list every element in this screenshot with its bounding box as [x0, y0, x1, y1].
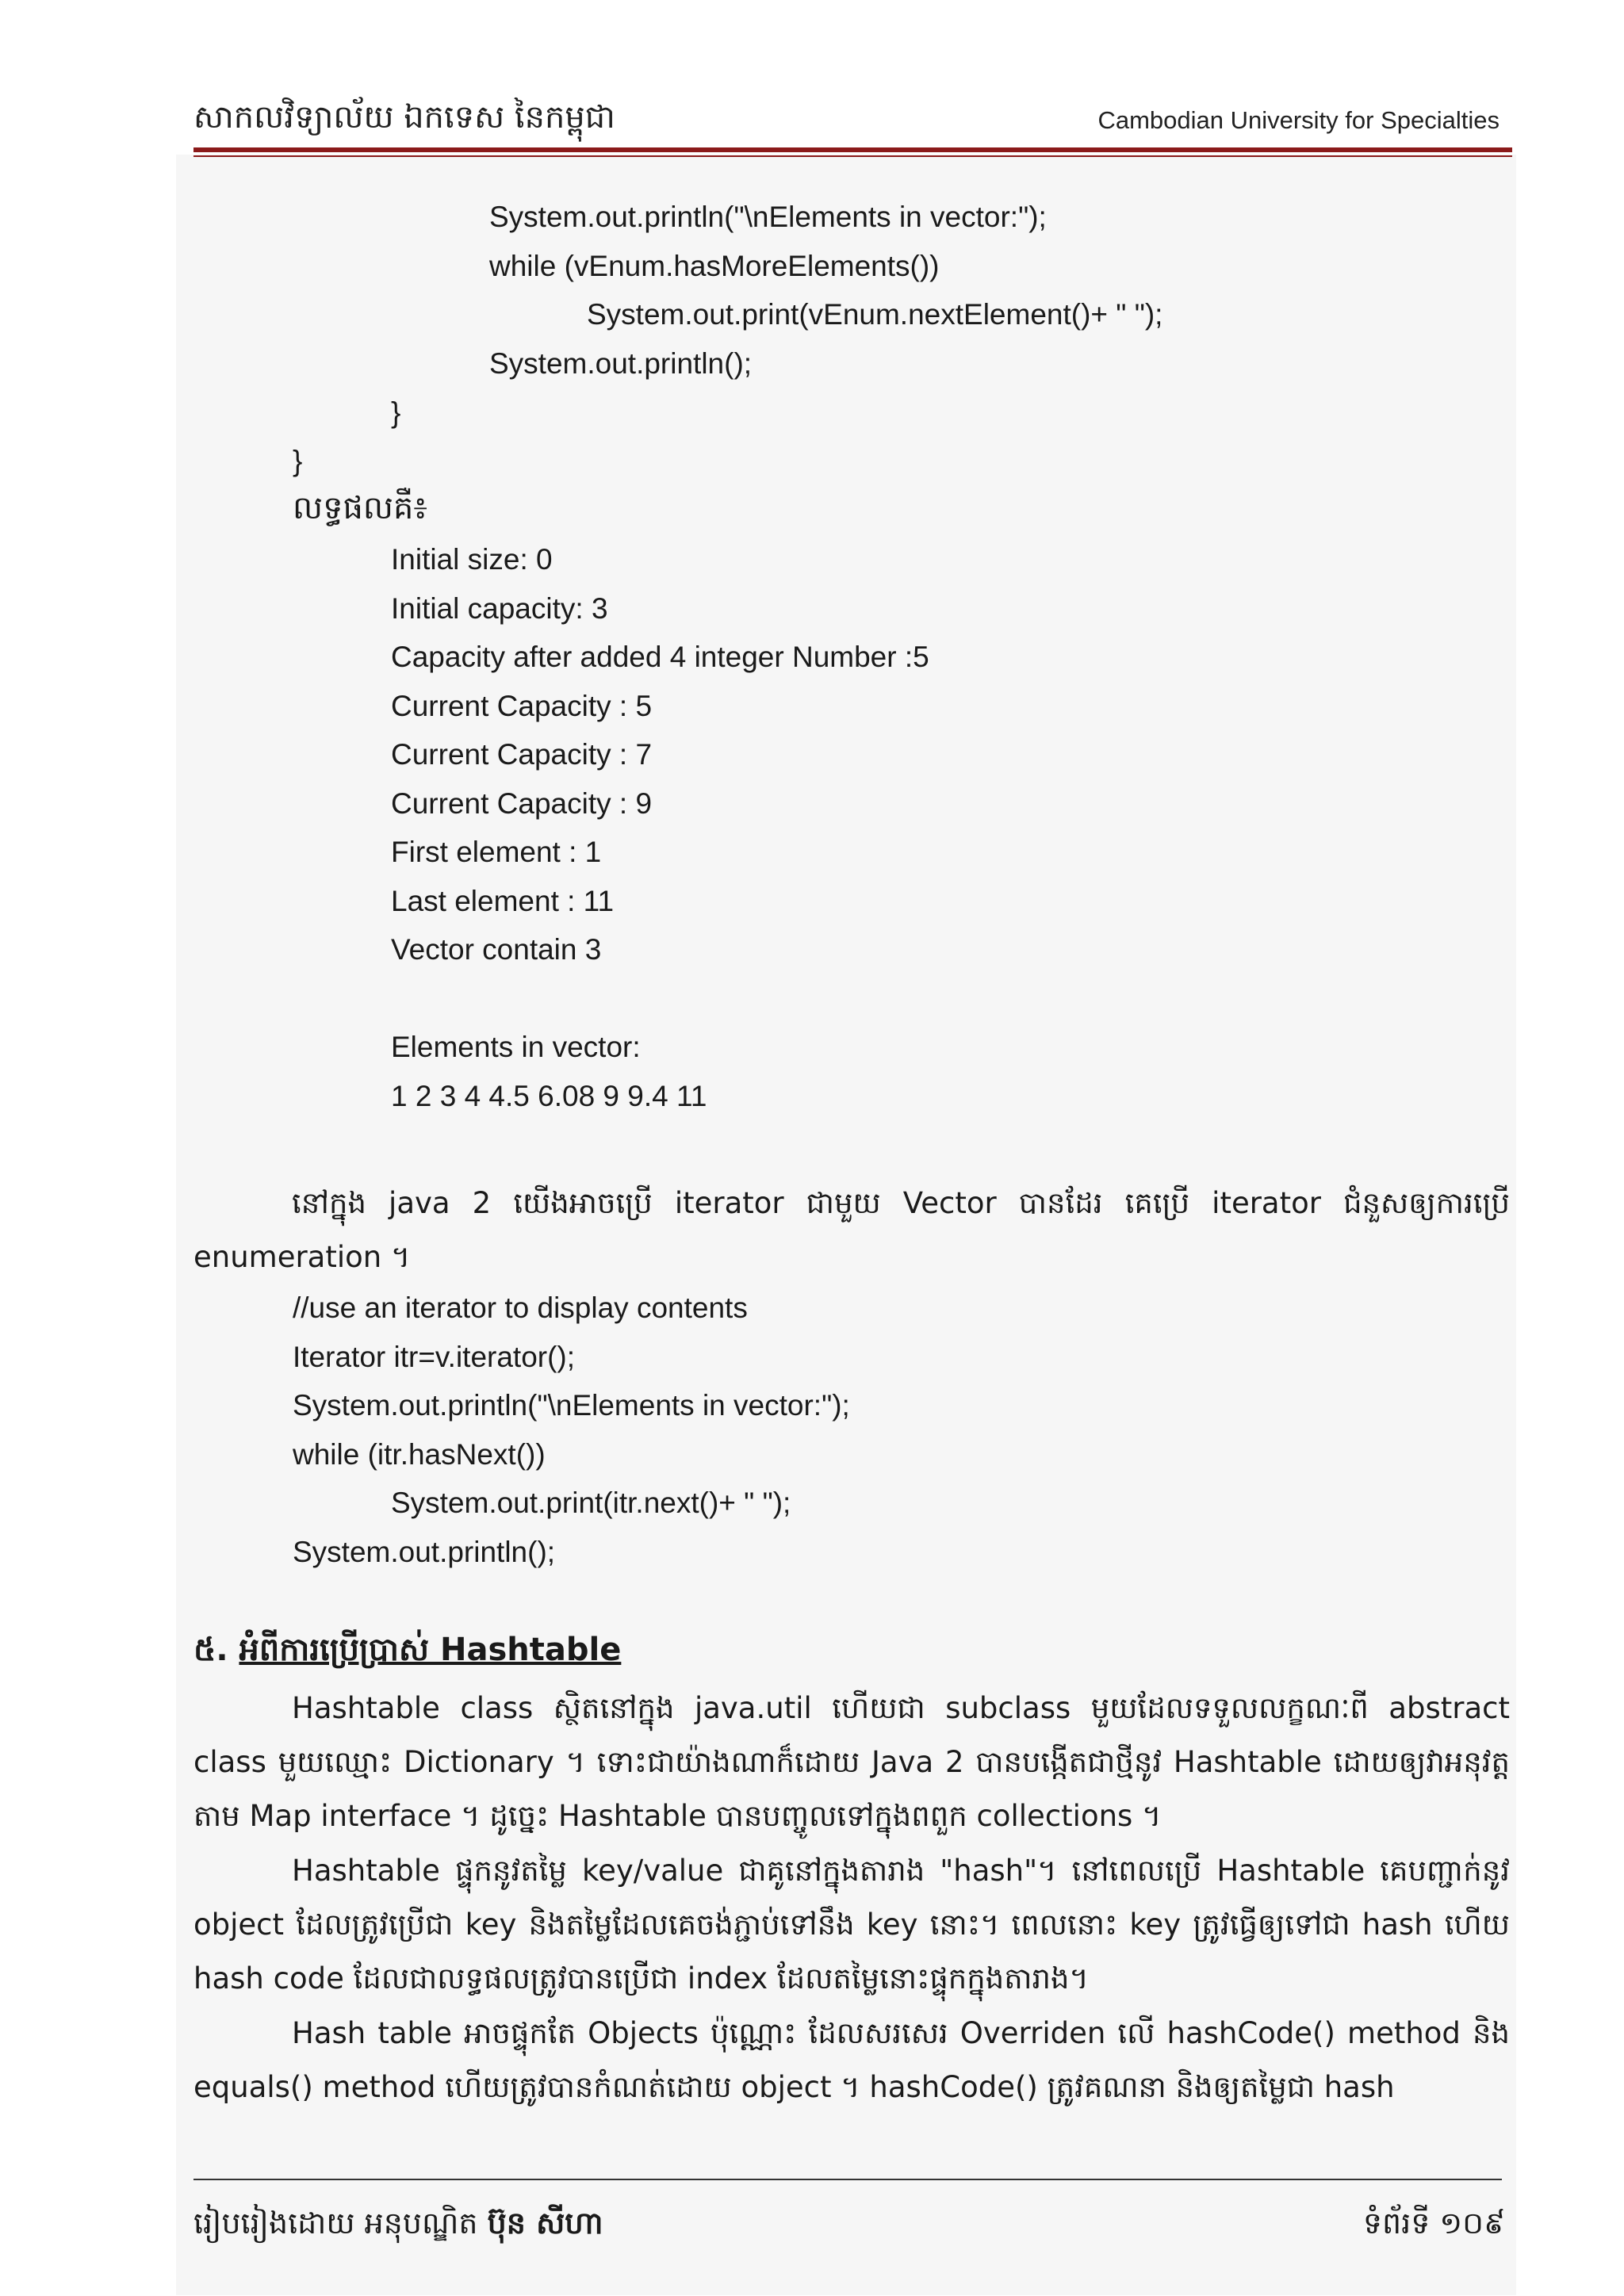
result-label: លទ្ធផលគឺ៖: [293, 490, 427, 526]
code-line: System.out.println();: [489, 347, 753, 380]
footer-author: [193, 2204, 603, 2248]
section-heading: [193, 1629, 621, 1676]
code-line: while (vEnum.hasMoreElements()): [489, 250, 940, 282]
code-line: //use an iterator to display contents: [293, 1292, 748, 1324]
footer-rule: [193, 2179, 1502, 2180]
output-line: First element : 1: [391, 836, 602, 868]
code-line: }: [293, 445, 303, 477]
footer-prefix: រៀបរៀងដោយ អនុបណ្ឌិត: [193, 2206, 478, 2241]
paragraph-iterator: [193, 1177, 1510, 1284]
output-line: Initial size: 0: [391, 543, 553, 576]
code-line: System.out.println("\nElements in vector:");: [293, 1389, 850, 1422]
code-line: }: [391, 396, 401, 429]
paragraph-iterator-text: នៅក្នុង java 2 យើងអាចប្រើ iterator ជាមួយ Vector បានដែរ គេប្រើ iterator ជំនួសឲ្យការប្រើ enumeration ។: [193, 1186, 1510, 1274]
paragraph: [193, 2007, 1510, 2114]
code-line: System.out.println();: [293, 1536, 556, 1568]
code-line: while (itr.hasNext()): [293, 1438, 546, 1471]
output-line: Current Capacity : 7: [391, 738, 653, 771]
page-number: ទំព័រទី ១០៩: [1362, 2206, 1505, 2241]
paragraph: [193, 1682, 1510, 1843]
code-line: System.out.print(vEnum.nextElement()+ " ");: [587, 298, 1163, 331]
paragraph-text: Hash table អាចផ្ទុកតែ Objects ប៉ុណ្ណោះ ដែលសរសេរ Overriden លើ hashCode() method និង equals() method ហើយត្រូវបានកំណត់ដោយ object ។ hashCode() ត្រូវគណនា និងឲ្យតម្លៃជា hash: [193, 2016, 1510, 2104]
code-line: Iterator itr=v.iterator();: [293, 1341, 576, 1373]
header-university-khmer: សាកលវិទ្យាល័យ ឯកទេស នៃកម្ពុជា: [193, 99, 615, 136]
paragraph-text: Hashtable ផ្ទុកនូវតម្លៃ key/value ជាគូនៅក្នុងតារាង "hash"។ នៅពេលប្រើ Hashtable គេបញ្ជាក់នូវ object ដែលត្រូវប្រើជា key និងតម្លៃដែលគេចង់ភ្ជាប់ទៅនឹង key នោះ។ ពេលនោះ key ត្រូវធ្វើឲ្យទៅជា hash ហើយ hash code ដែលជាលទ្ធផលត្រូវបានប្រើជា index ដែលតម្លៃនោះផ្ទុកក្នុងតារាង។: [193, 1854, 1511, 1996]
code-line: System.out.println("\nElements in vector:");: [489, 201, 1047, 233]
output-line: Current Capacity : 5: [391, 690, 653, 722]
output-line: Vector contain 3: [391, 933, 602, 966]
code-line: System.out.print(itr.next()+ " ");: [391, 1487, 791, 1519]
output-line: Last element : 11: [391, 885, 615, 917]
paragraph: [193, 1844, 1510, 2006]
header-university-english: Cambodian University for Specialties: [1097, 106, 1500, 134]
paragraph-text: Hashtable class ស្ថិតនៅក្នុង java.util ហើយជា subclass មួយដែលទទួលលក្ខណៈពី abstract class មួយឈ្មោះ Dictionary ។ ទោះជាយ៉ាងណាក៏ដោយ Java 2 បានបង្កើតជាថ្មីនូវ Hashtable ដោយឲ្យវាអនុវត្តតាម Map interface ។ ដូច្នេះ Hashtable បានបញ្ចូលទៅក្នុងពពួក collections ។: [193, 1691, 1510, 1833]
output-line: Capacity after added 4 integer Number :5: [391, 641, 929, 673]
header-rule-thin: [193, 155, 1512, 157]
section-number: ៥.: [193, 1632, 228, 1668]
section-title: អំពីការប្រើប្រាស់ Hashtable: [239, 1632, 622, 1668]
output-line: 1 2 3 4 4.5 6.08 9 9.4 11: [391, 1080, 707, 1112]
footer-author-name: ប៊ុន សីហា: [487, 2206, 603, 2241]
output-line: Current Capacity : 9: [391, 787, 653, 820]
output-line: Elements in vector:: [391, 1031, 641, 1063]
header-rule: [193, 147, 1512, 152]
output-line: Initial capacity: 3: [391, 592, 608, 625]
